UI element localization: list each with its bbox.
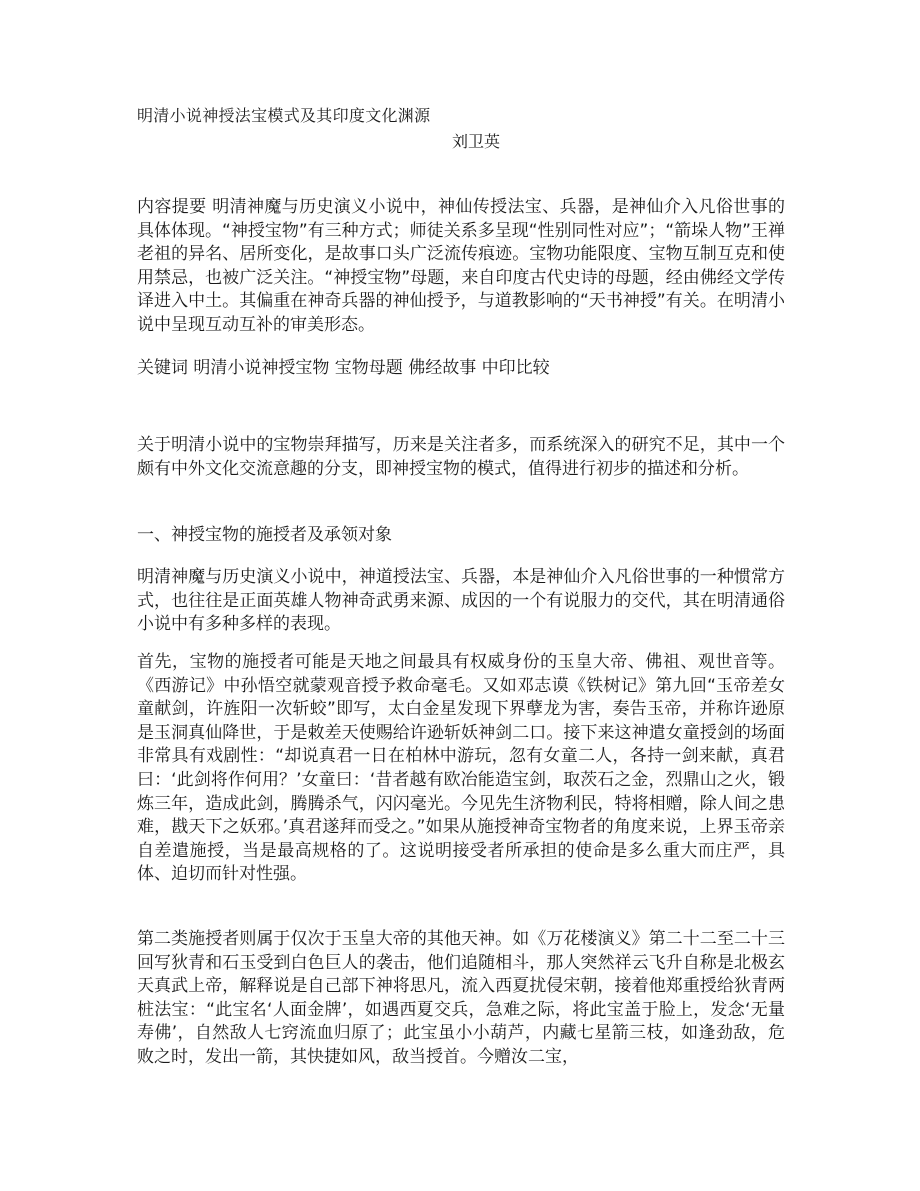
document-author: 刘卫英 xyxy=(452,132,501,151)
body-paragraph: 首先，宝物的施授者可能是天地之间最具有权威身份的玉皇大帝、佛祖、观世音等。《西游记》中孙悟空就蒙观音授予救命毫毛。又如邓志谟《铁树记》第九回“玉帝差女童献剑，许旌阳一次斩蛟”即写，太白金星发现下界孽龙为害，奏告玉帝，并称许逊原是玉洞真仙降世，于是敕差天使赐给许逊斩妖神剑二口。接下来这神遣女童授剑的场面非常具有戏剧性：“却说真君一日在柏林中游玩，忽有女童二人，各持一剑来献，真君曰：‘此剑将作何用？’女童曰：‘昔者越有欧冶能造宝剑，取茨石之金，烈鼎山之火，锻炼三年，造成此剑，腾腾杀气，闪闪毫光。今见先生济物利民，特将相赠，除人间之患难，戡天下之妖邪。’真君遂拜而受之。”如果从施授神奇宝物者的角度来说，上界玉帝亲自差遣施授，当是最高规格的了。这说明接受者所承担的使命是多么重大而庄严，具体、迫切而针对性强。 xyxy=(137,652,785,885)
body-paragraph: 明清神魔与历史演义小说中，神道授法宝、兵器，本是神仙介入凡俗世事的一种惯常方式，也往往是正面英雄人物神奇武勇来源、成因的一个有说服力的交代，其在明清通俗小说中有多种多样的表现。 xyxy=(137,567,785,635)
body-paragraph: 第二类施授者则属于仅次于玉皇大帝的其他天神。如《万花楼演义》第二十二至二十三回写狄青和石玉受到白色巨人的袭击，他们追随相斗，那人突然祥云飞升自称是北极玄天真武上帝，解释说是自己部下神将思凡，流入西夏扰侵宋朝，接着他郑重授给狄青两桩法宝：“此宝名‘人面金牌’，如遇西夏交兵，急难之际，将此宝盖于脸上，发念‘无量寿佛’，自然敌人七窍流血归原了；此宝虽小小葫芦，内藏七星箭三枝，如逢劲敌，危败之时，发出一箭，其快捷如风，敌当授首。今赠汝二宝， xyxy=(137,929,785,1067)
keywords-line: 关键词 明清小说神授宝物 宝物母题 佛经故事 中印比较 xyxy=(137,358,550,378)
intro-paragraph: 关于明清小说中的宝物崇拜描写，历来是关注者多，而系统深入的研究不足，其中一个颇有中外文化交流意趣的分支，即神授宝物的模式，值得进行初步的描述和分析。 xyxy=(137,435,785,479)
document-title: 明清小说神授法宝模式及其印度文化渊源 xyxy=(137,106,431,125)
abstract-paragraph: 内容提要 明清神魔与历史演义小说中，神仙传授法宝、兵器，是神仙介入凡俗世事的具体体现。“神授宝物”有三种方式；师徒关系多呈现“性别同性对应”；“箭垛人物”王禅老祖的异名、居所变化，是故事口头广泛流传痕迹。宝物功能限度、宝物互制互克和使用禁忌，也被广泛关注。“神授宝物”母题，来自印度古代史诗的母题，经由佛经文学传译进入中土。其偏重在神奇兵器的神仙授予，与道教影响的“天书神授”有关。在明清小说中呈现互动互补的审美形态。 xyxy=(137,197,785,335)
section-heading: 一、神授宝物的施授者及承领对象 xyxy=(137,525,392,545)
